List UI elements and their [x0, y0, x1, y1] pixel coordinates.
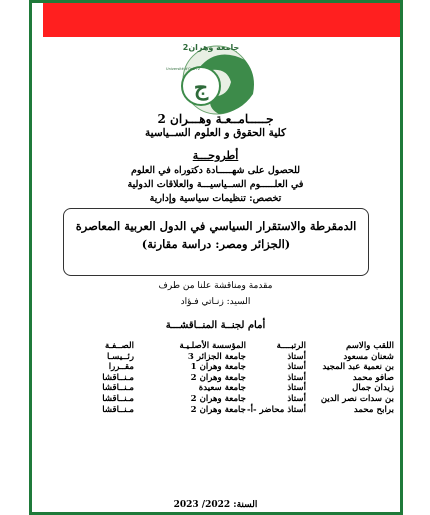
- member-rank: أستاذ: [287, 383, 306, 394]
- member-institution: جامعة وهران 1: [190, 362, 246, 373]
- degree-objective: للحصول على شهـــــادة دكتوراه في العلوم: [130, 165, 301, 176]
- member-name: بن نعمية عبد المجيد: [322, 362, 394, 373]
- faculty-name: كلية الحقوق و العلوم الســياسية: [145, 127, 286, 139]
- member-rank: أستاذ: [287, 372, 306, 383]
- thesis-label: أطروحـــة: [192, 149, 239, 162]
- table-header: [42, 341, 394, 352]
- col-name: اللقب والاسم: [346, 341, 394, 351]
- col-role: الصــفـة: [105, 341, 134, 351]
- member-role: مـنــاقشا: [102, 404, 134, 415]
- member-institution: جامعة سعيدة: [198, 383, 246, 394]
- logo-arabic-text: جامعة وهران2: [182, 43, 240, 52]
- member-role: مـنــاقشا: [102, 372, 134, 383]
- table-row: [42, 383, 394, 394]
- table-row: [42, 352, 394, 363]
- academic-year: السنة: 2022/ 2023: [173, 500, 258, 510]
- thesis-title-line2: (الجزائر ومصر: دراسة مقارنة): [141, 237, 291, 251]
- logo-letter: ج: [193, 75, 209, 101]
- university-logo-icon: [161, 40, 269, 120]
- table-row: [42, 394, 394, 405]
- thesis-title-line1: الدمقرطة والاستقرار السياسي في الدول العربية المعاصرة: [75, 219, 357, 233]
- member-name: بن سدات نصر الدين: [320, 393, 394, 404]
- member-role: مقــررا: [108, 362, 134, 373]
- table-row: [42, 373, 394, 384]
- member-name: زيدان جمال: [352, 383, 394, 394]
- member-institution: جامعة الجزائر 3: [187, 351, 246, 362]
- member-rank: أستاذ محاضر -أ-: [247, 404, 306, 415]
- member-institution: جامعة وهران 2: [190, 404, 246, 415]
- member-name: برابح محمد: [353, 404, 394, 415]
- member-role: مـنــاقشا: [102, 383, 134, 394]
- thesis-title-box: [63, 208, 369, 276]
- table-row: [42, 405, 394, 416]
- university-name: جـــــامــعـة وهـــران 2: [157, 112, 274, 126]
- member-role: رئــيسـا: [107, 351, 134, 362]
- committee-table: [42, 341, 394, 415]
- member-institution: جامعة وهران 2: [190, 372, 246, 383]
- presented-by: مقدمة ومناقشة علنا من طرف: [158, 281, 273, 291]
- member-rank: أستاذ: [287, 393, 306, 404]
- member-rank: أستاذ: [287, 351, 306, 362]
- student-name: السيد: زنـاتي فـؤاد: [180, 297, 251, 307]
- member-institution: جامعة وهران 2: [190, 393, 246, 404]
- specialty: تخصص: تنظيمات سياسية وإدارية: [149, 193, 282, 204]
- member-name: صافو محمد: [352, 372, 394, 383]
- logo-french-text: Université d'Oran 2: [166, 67, 200, 71]
- col-institution: المؤسسة الأصلـيـة: [179, 341, 246, 351]
- col-rank: الرتبــــة: [276, 341, 306, 351]
- table-row: [42, 362, 394, 373]
- committee-heading: أمام لجنــة المنــاقشـــة: [165, 320, 266, 331]
- member-role: مـنــاقشا: [102, 393, 134, 404]
- member-rank: أستاذ: [287, 362, 306, 373]
- degree-field: في العلـــــوم الســياسيـــة والعلاقات الدولية: [127, 179, 304, 190]
- red-header-band: [43, 3, 400, 37]
- member-name: شعنان مسعود: [343, 351, 394, 362]
